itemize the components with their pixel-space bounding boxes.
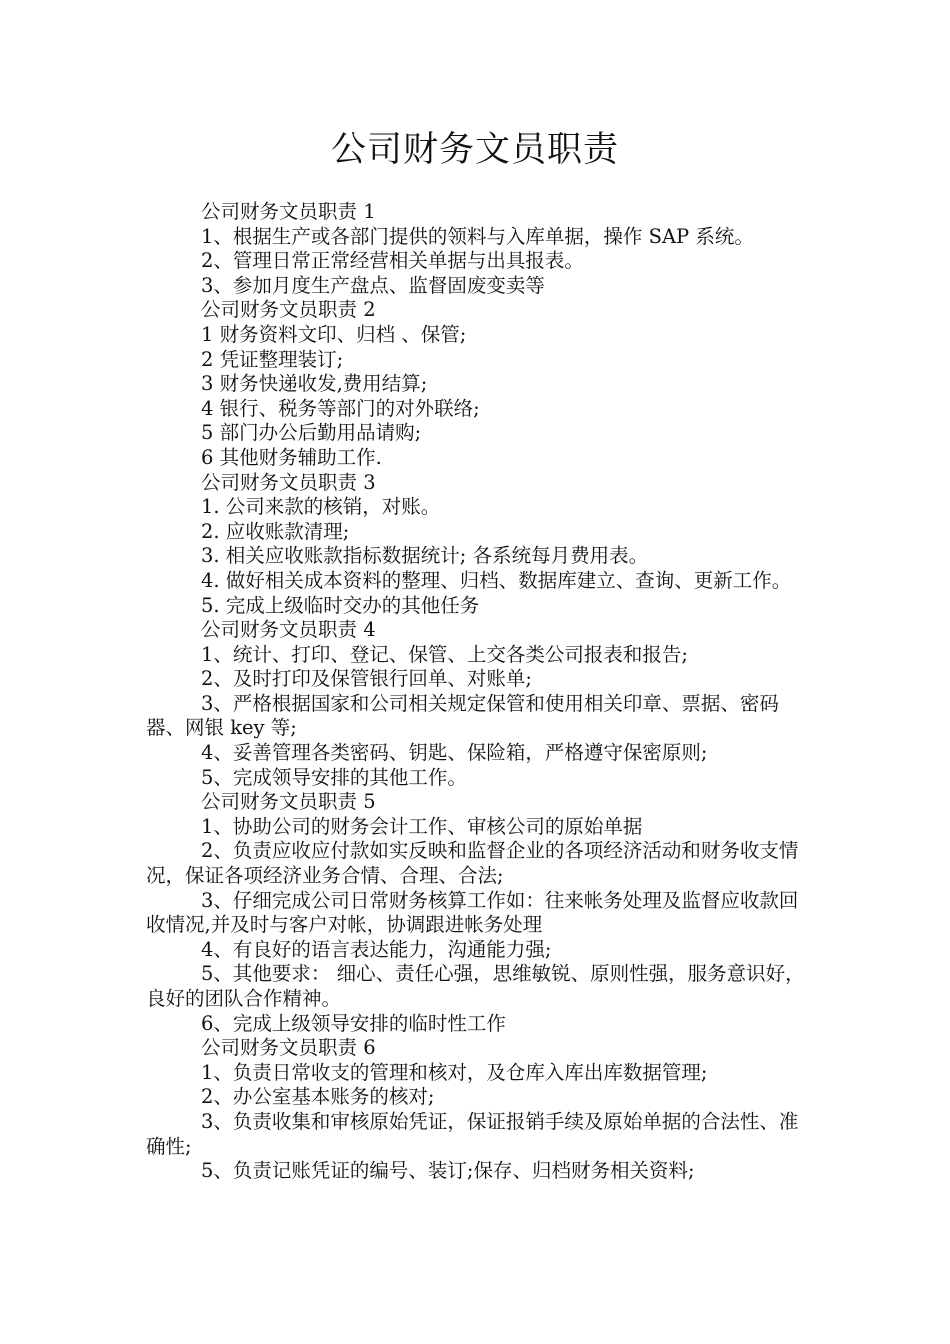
paragraph: 6、完成上级领导安排的临时性工作 (201, 1011, 506, 1035)
paragraph: 1、根据生产或各部门提供的领料与入库单据，操作 SAP 系统。 (201, 224, 754, 248)
document-body (146, 200, 814, 1184)
paragraph: 4. 做好相关成本资料的整理、归档、数据库建立、查询、更新工作。 (201, 568, 792, 592)
paragraph: 2、办公室基本账务的核对; (201, 1085, 435, 1109)
paragraph: 公司财务文员职责 5 (201, 790, 376, 814)
paragraph: 2、负责应收应付款如实反映和监督企业的各项经济活动和财务收支情况，保证各项经济业务合情、合理、合法; (146, 839, 799, 888)
paragraph: 1、协助公司的财务会计工作、审核公司的原始单据 (201, 814, 643, 838)
paragraph: 2. 应收账款清理; (201, 519, 350, 543)
paragraph: 6 其他财务辅助工作. (201, 445, 382, 469)
paragraph: 5、完成领导安排的其他工作。 (201, 765, 467, 789)
paragraph: 4、有良好的语言表达能力，沟通能力强; (201, 937, 552, 961)
paragraph: 公司财务文员职责 3 (201, 470, 376, 494)
paragraph: 2 凭证整理装订; (201, 347, 344, 371)
paragraph: 3、负责收集和审核原始凭证，保证报销手续及原始单据的合法性、准确性; (146, 1109, 799, 1158)
paragraph: 2、管理日常正常经营相关单据与出具报表。 (201, 249, 584, 273)
paragraph: 1. 公司来款的核销，对账。 (201, 495, 441, 519)
paragraph: 4 银行、税务等部门的对外联络; (201, 396, 480, 420)
document-title: 公司财务文员职责 (330, 130, 619, 170)
paragraph: 4、妥善管理各类密码、钥匙、保险箱，严格遵守保密原则; (201, 741, 708, 765)
paragraph: 1 财务资料文印、归档 、保管; (201, 322, 467, 346)
paragraph: 5. 完成上级临时交办的其他任务 (201, 593, 480, 617)
paragraph: 公司财务文员职责 4 (201, 618, 376, 642)
paragraph: 3、参加月度生产盘点、监督固废变卖等 (201, 273, 545, 297)
paragraph: 公司财务文员职责 6 (201, 1036, 376, 1060)
paragraph: 1、统计、打印、登记、保管、上交各类公司报表和报告; (201, 642, 688, 666)
paragraph: 3. 相关应收账款指标数据统计; 各系统每月费用表。 (201, 544, 649, 568)
paragraph: 5 部门办公后勤用品请购; (201, 421, 422, 445)
paragraph: 3 财务快递收发,费用结算; (201, 372, 428, 396)
paragraph: 公司财务文员职责 1 (201, 200, 376, 223)
paragraph: 5、其他要求： 细心、责任心强，思维敏锐、原则性强，服务意识好，良好的团队合作精神。 (146, 962, 805, 1010)
paragraph: 3、仔细完成公司日常财务核算工作如：往来帐务处理及监督应收款回收情况,并及时与客户对帐，协调跟进帐务处理 (146, 888, 799, 937)
paragraph: 2、及时打印及保管银行回单、对账单; (201, 667, 532, 691)
paragraph: 3、严格根据国家和公司相关规定保管和使用相关印章、票据、密码器、网银 key 等; (146, 691, 779, 740)
paragraph: 公司财务文员职责 2 (201, 298, 376, 322)
paragraph: 1、负责日常收支的管理和核对，及仓库入库出库数据管理; (201, 1060, 708, 1084)
paragraph: 5、负责记账凭证的编号、装订;保存、归档财务相关资料; (201, 1159, 695, 1183)
